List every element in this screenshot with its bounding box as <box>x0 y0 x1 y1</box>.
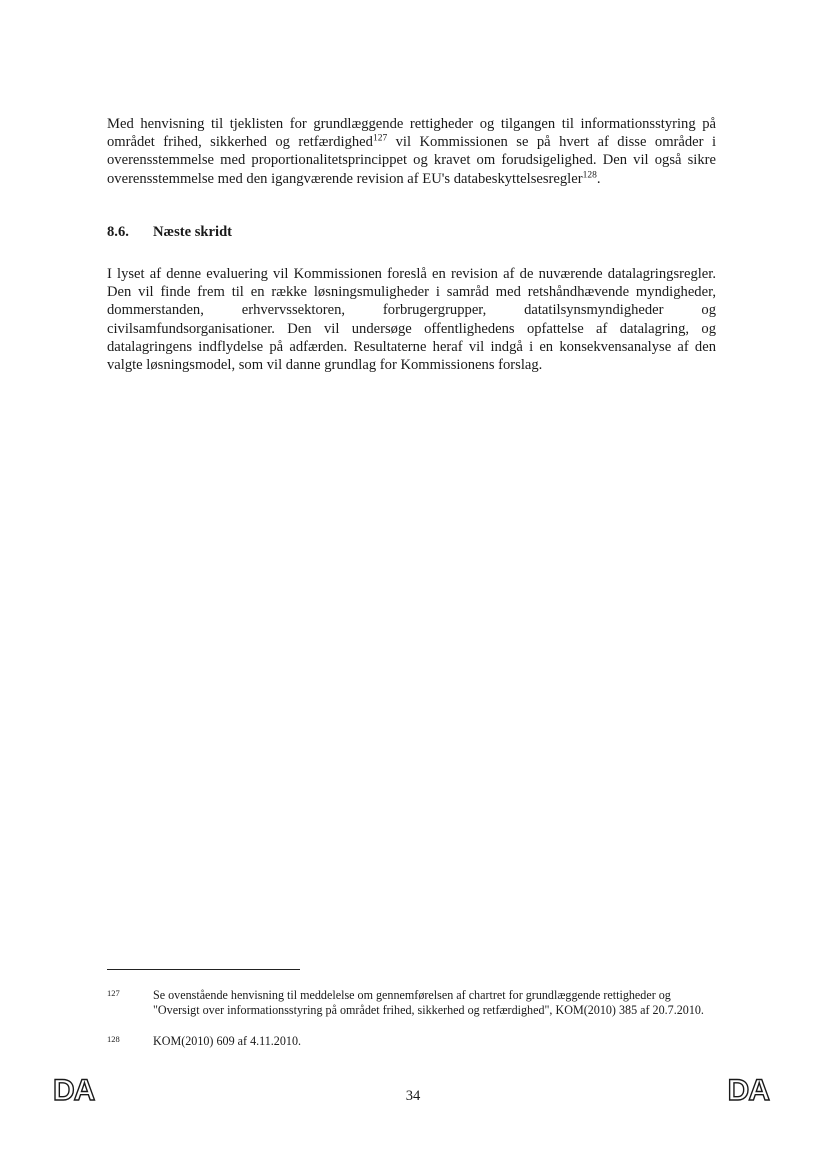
paragraph-1-part-c: . <box>596 170 601 187</box>
section-title: Næste skridt <box>153 224 233 240</box>
footnote-ref-127[interactable]: 127 <box>372 133 388 144</box>
footnote-mark: 127 <box>107 988 120 998</box>
footnote-text: Se ovenstående henvisning til meddelelse om gennemførelsen af chartret for grundlæggende rettigheder og "Oversigt over informationsstyring på området frihed, sikkerhed og retfærdighed", KOM(2010) 385 af 20.7.2010. <box>153 988 704 1018</box>
language-code-right: DA <box>727 1074 769 1107</box>
footnote-128 <box>107 1034 716 1049</box>
section-heading <box>107 223 232 241</box>
footnote-127 <box>107 988 716 1018</box>
language-code-left: DA <box>53 1074 95 1107</box>
footnote-separator <box>107 969 300 970</box>
paragraph-1-part-a: Med henvisning til tjeklisten for grundlæggende rettigheder og tilgangen til informationsstyring på området frihed, sikkerhed og retfærdighed <box>107 116 716 151</box>
body-paragraph-2: I lyset af denne evaluering vil Kommissionen foreslå en revision af de nuværende datalagringsregler. Den vil finde frem til en række løsningsmuligheder i samråd med retshåndhævende myndigheder, dommerstanden, erhvervssektoren, forbrugergrupper, datatilsynsmyndigheder og civilsamfundsorganisationer. Den vil undersøge offentlighedens opfattelse af datalagring, og datalagringens indflydelse på adfærden. Resultaterne heraf vil indgå i en konsekvensanalyse af den valgte løsningsmodel, som vil danne grundlag for Kommissionens forslag. <box>107 266 716 374</box>
paragraph-1-part-b: vil Kommissionen se på hvert af disse områder i overensstemmelse med proportionalitetsprincippet og kravet om forudsigelighed. Den vil også sikre overensstemmelse med den igangværende revision af EU's databeskyttelsesregler <box>107 134 717 187</box>
section-number: 8.6. <box>107 224 129 240</box>
body-paragraph-1 <box>107 115 716 188</box>
footnote-mark: 128 <box>107 1034 120 1044</box>
footnote-text: KOM(2010) 609 af 4.11.2010. <box>153 1034 302 1048</box>
footnote-ref-128[interactable]: 128 <box>582 169 597 180</box>
page-number: 34 <box>405 1088 421 1104</box>
